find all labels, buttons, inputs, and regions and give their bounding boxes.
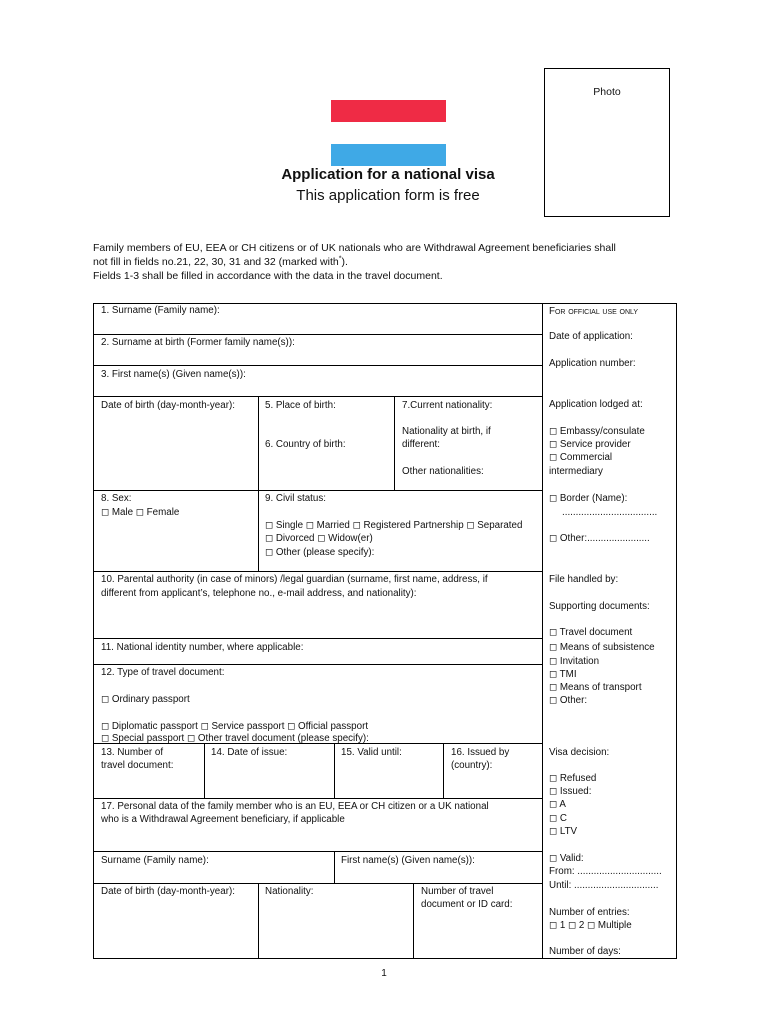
family-member-doc-number-label-2: document or ID card:: [421, 899, 513, 910]
field-nationality-at-birth-label-2: different:: [402, 439, 440, 450]
row-divider: [93, 638, 543, 639]
official-application-number: Application number:: [549, 358, 636, 369]
photo-label: Photo: [593, 86, 621, 98]
official-option-c[interactable]: ◻ C: [549, 813, 567, 824]
field-date-of-birth-label: Date of birth (day-month-year):: [101, 400, 235, 411]
civil-status-options-2[interactable]: ◻ Divorced ◻ Widow(er): [265, 533, 373, 544]
flag-stripe-white: [331, 122, 446, 144]
row-divider: [93, 571, 543, 572]
official-sd-means-of-transport[interactable]: ◻ Means of transport: [549, 682, 642, 693]
field-surname-at-birth-label: 2. Surname at birth (Former family name(s)):: [101, 337, 295, 348]
page-number: 1: [381, 968, 387, 979]
official-option-a[interactable]: ◻ A: [549, 799, 566, 810]
field-issued-by-label: 16. Issued by: [451, 747, 510, 758]
official-sd-travel-document[interactable]: ◻ Travel document: [549, 627, 633, 638]
field-sex-label: 8. Sex:: [101, 493, 132, 504]
intro-line-1: Family members of EU, EEA or CH citizens or of UK nationals who are Withdrawal Agreement beneficiaries shall: [93, 242, 616, 254]
family-member-dob-label: Date of birth (day-month-year):: [101, 886, 235, 897]
field-travel-doc-number-label: 13. Number of: [101, 747, 164, 758]
official-option-refused[interactable]: ◻ Refused: [549, 773, 597, 784]
row-divider: [93, 851, 543, 852]
travel-doc-options-3[interactable]: ◻ Special passport ◻ Other travel document (please specify):: [101, 733, 369, 744]
intro-line-3: Fields 1-3 shall be filled in accordance with the data in the travel document.: [93, 270, 443, 282]
col-divider: [204, 743, 205, 798]
official-number-of-entries: Number of entries:: [549, 907, 630, 918]
official-column-divider: [542, 303, 543, 959]
field-issued-by-label-2: (country):: [451, 760, 493, 771]
official-valid-until: Until: ...............................: [549, 880, 659, 891]
family-member-first-names-label: First name(s) (Given name(s)):: [341, 855, 475, 866]
row-divider: [93, 365, 543, 366]
col-divider: [394, 396, 395, 490]
col-divider: [413, 883, 414, 959]
row-divider: [93, 664, 543, 665]
field-family-member-label: 17. Personal data of the family member who is an EU, EEA or CH citizen or a UK national: [101, 801, 489, 812]
field-surname-label: 1. Surname (Family name):: [101, 305, 220, 316]
travel-doc-option-ordinary[interactable]: ◻ Ordinary passport: [101, 694, 190, 705]
field-travel-doc-number-label-2: travel document:: [101, 760, 174, 771]
official-option-issued[interactable]: ◻ Issued:: [549, 786, 592, 797]
official-sd-means-of-subsistence[interactable]: ◻ Means of subsistence: [549, 642, 655, 653]
field-other-nationalities-label: Other nationalities:: [402, 466, 484, 477]
field-travel-document-type-label: 12. Type of travel document:: [101, 667, 225, 678]
official-option-service-provider[interactable]: ◻ Service provider: [549, 439, 631, 450]
field-national-id-label: 11. National identity number, where applicable:: [101, 642, 304, 653]
official-option-commercial[interactable]: ◻ Commercial: [549, 452, 613, 463]
sex-options[interactable]: ◻ Male ◻ Female: [101, 507, 180, 518]
official-option-valid[interactable]: ◻ Valid:: [549, 853, 584, 864]
row-divider: [93, 396, 543, 397]
col-divider: [334, 743, 335, 798]
intro-text: [93, 241, 683, 283]
official-option-embassy[interactable]: ◻ Embassy/consulate: [549, 426, 645, 437]
official-option-ltv[interactable]: ◻ LTV: [549, 826, 578, 837]
civil-status-options-3[interactable]: ◻ Other (please specify):: [265, 547, 375, 558]
form-subtitle: This application form is free: [296, 187, 480, 204]
family-member-doc-number-label: Number of travel: [421, 886, 494, 897]
family-member-nationality-label: Nationality:: [265, 886, 314, 897]
official-use-heading: For official use only: [549, 306, 639, 317]
official-date-of-application: Date of application:: [549, 331, 633, 342]
official-sd-tmi[interactable]: ◻ TMI: [549, 669, 577, 680]
intro-line-2: [93, 255, 683, 269]
travel-doc-options-2[interactable]: ◻ Diplomatic passport ◻ Service passport ◻ Official passport: [101, 721, 369, 732]
luxembourg-flag: [331, 100, 446, 166]
form-title: Application for a national visa: [281, 166, 495, 183]
intro-line-2-text: not fill in fields no.21, 22, 30, 31 and 32 (marked with: [93, 256, 339, 268]
photo-box: [544, 68, 670, 217]
flag-stripe-red: [331, 100, 446, 122]
official-file-handled-by: File handled by:: [549, 574, 619, 585]
flag-stripe-blue: [331, 144, 446, 166]
col-divider: [443, 743, 444, 798]
official-lodged-at: Application lodged at:: [549, 399, 643, 410]
official-option-commercial-2: intermediary: [549, 466, 603, 477]
row-divider: [93, 334, 543, 335]
field-parental-authority-label-2: different from applicant’s, telephone no., e-mail address, and nationality):: [101, 588, 417, 599]
official-option-other[interactable]: ◻ Other:.......................: [549, 533, 650, 544]
field-family-member-label-2: who is a Withdrawal Agreement beneficiary, if applicable: [101, 814, 345, 825]
row-divider: [93, 490, 543, 491]
field-civil-status-label: 9. Civil status:: [265, 493, 326, 504]
official-entries-options[interactable]: ◻ 1 ◻ 2 ◻ Multiple: [549, 920, 632, 931]
family-member-surname-label: Surname (Family name):: [101, 855, 209, 866]
official-border-dots: ...................................: [562, 507, 658, 518]
field-first-names-label: 3. First name(s) (Given name(s)):: [101, 369, 246, 380]
asterisk-mark: *: [338, 255, 342, 263]
col-divider: [334, 851, 335, 883]
official-sd-other[interactable]: ◻ Other:: [549, 695, 588, 706]
row-divider: [93, 883, 543, 884]
field-parental-authority-label: 10. Parental authority (in case of minors) /legal guardian (surname, first name, address, if: [101, 574, 488, 585]
civil-status-options-1[interactable]: ◻ Single ◻ Married ◻ Registered Partnership ◻ Separated: [265, 520, 523, 531]
intro-line-2-end: ).: [341, 256, 348, 268]
field-nationality-at-birth-label: Nationality at birth, if: [402, 426, 491, 437]
field-valid-until-label: 15. Valid until:: [341, 747, 402, 758]
field-date-of-issue-label: 14. Date of issue:: [211, 747, 288, 758]
official-number-of-days: Number of days:: [549, 946, 621, 957]
col-divider: [258, 396, 259, 571]
official-option-border[interactable]: ◻ Border (Name):: [549, 493, 628, 504]
field-current-nationality-label: 7.Current nationality:: [402, 400, 493, 411]
official-supporting-documents: Supporting documents:: [549, 601, 650, 612]
official-valid-from: From: ...............................: [549, 866, 662, 877]
official-visa-decision: Visa decision:: [549, 747, 610, 758]
official-sd-invitation[interactable]: ◻ Invitation: [549, 656, 600, 667]
field-place-of-birth-label: 5. Place of birth:: [265, 400, 336, 411]
row-divider: [93, 798, 543, 799]
field-country-of-birth-label: 6. Country of birth:: [265, 439, 346, 450]
col-divider: [258, 883, 259, 959]
